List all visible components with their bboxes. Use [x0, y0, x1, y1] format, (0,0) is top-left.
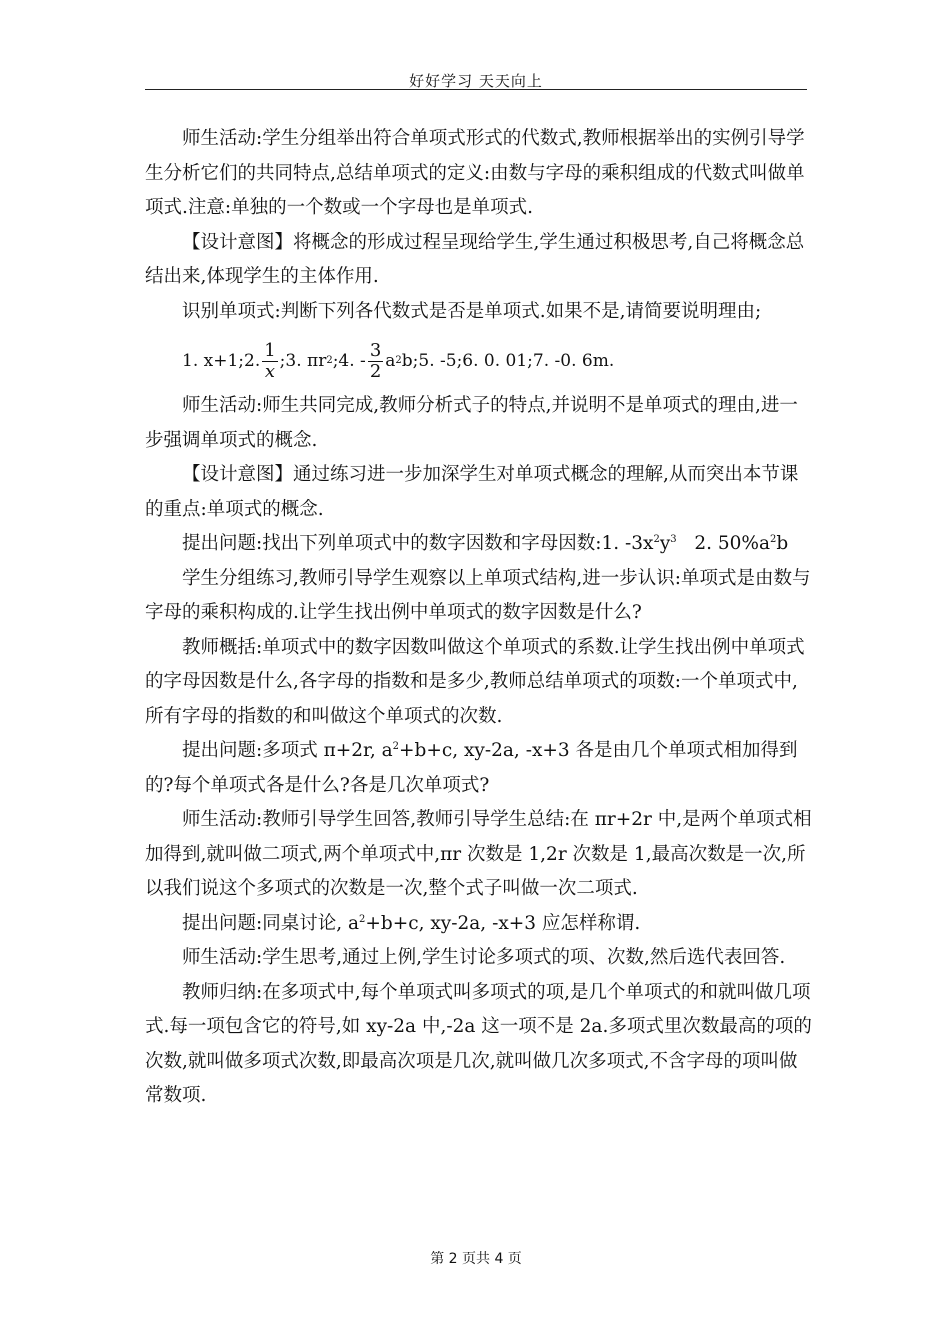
paragraph-question-factors	[145, 527, 815, 562]
text: 提出问题:找出下列单项式中的数字因数和字母因数:1. -3x	[182, 533, 654, 554]
paragraph-teacher-summary-1: 教师概括:单项式中的数字因数叫做这个单项式的系数.让学生找出例中单项式的字母因数是什么,各字母的指数和是多少,教师总结单项式的项数:一个单项式中,所有字母的指数的和叫做这个单项式的次数.	[145, 636, 805, 727]
paragraph-activity-4: 师生活动:学生思考,通过上例,学生讨论多项式的项、次数,然后选代表回答.	[182, 947, 786, 968]
paragraph-design-intent-2: 【设计意图】通过练习进一步加深学生对单项式概念的理解,从而突出本节课的重点:单项式的概念.	[145, 464, 799, 520]
expr-part-3: ;4. -	[332, 350, 366, 371]
expr-part-2: ;3. πr	[279, 350, 327, 371]
document-body	[145, 122, 815, 1114]
exponent: 2	[392, 741, 400, 752]
fraction-one-over-x	[262, 341, 277, 382]
text: +b+c, xy-2a, -x+3 应怎样称谓.	[365, 912, 641, 934]
paragraph-group-practice: 学生分组练习,教师引导学生观察以上单项式结构,进一步认识:单项式是由数与字母的乘积构成的.让学生找出例中单项式的数字因数是什么?	[145, 567, 811, 623]
fraction-three-halves	[368, 341, 383, 382]
text: +b+c, xy-2a, -x+3 各是由几个单项式相加得到的?每个单项式各是什么?各是几次单项式?	[145, 740, 798, 796]
fraction-numerator: 3	[369, 339, 382, 361]
expr-part-4: a	[385, 350, 396, 371]
fraction-numerator: 1	[264, 339, 276, 361]
header-divider	[145, 89, 807, 90]
expr-part-5: b;5. -5;6. 0. 01;7. -0. 6m.	[401, 350, 615, 371]
expr-part-1: 1. x+1;2.	[182, 350, 261, 371]
text: y	[659, 533, 671, 554]
paragraph-question-polynomials	[145, 734, 815, 803]
paragraph-activity-1: 师生活动:学生分组举出符合单项式形式的代数式,教师根据举出的实例引导学生分析它们的共同特点,总结单项式的定义:由数与字母的乘积组成的代数式叫做单项式.注意:单独的一个数或一个字母也是单项式.	[145, 128, 805, 218]
exponent: 2	[359, 913, 366, 925]
paragraph-design-intent-1: 【设计意图】将概念的形成过程呈现给学生,学生通过积极思考,自己将概念总结出来,体现学生的主体作用.	[145, 231, 805, 287]
exponent: 2	[653, 534, 660, 545]
page-number: 第 2 页共 4 页	[430, 1251, 522, 1267]
paragraph-activity-2: 师生活动:师生共同完成,教师分析式子的特点,并说明不是单项式的理由,进一步强调单项式的概念.	[145, 395, 798, 451]
fraction-denominator: x	[264, 360, 276, 382]
paragraph-teacher-summary-2: 教师归纳:在多项式中,每个单项式叫多项式的项,是几个单项式的和就叫做几项式.每一项包含它的符号,如 xy-2a 中,-2a 这一项不是 2a.多项式里次数最高的项的次数,就叫做多项式次数,即最高次项是几次,就叫做几次多项式,不含字母的项叫做常数项.	[145, 981, 812, 1106]
paragraph-question-naming	[145, 907, 815, 942]
exercise-expressions: 1. x+1;2. $\frac{1}{x}$ ;3. πr 2 ;4. - $\frac{3}{2}$ a 2 b;5. -5;6. 0. 01;7. -0. 6m.	[182, 339, 615, 382]
fraction-denominator: 2	[369, 360, 382, 382]
text: b	[776, 533, 789, 554]
paragraph-activity-3: 师生活动:教师引导学生回答,教师引导学生总结:在 πr+2r 中,是两个单项式相加得到,就叫做二项式,两个单项式中,πr 次数是 1,2r 次数是 1,最高次数是一次,所以我们说这个多项式的次数是一次,整个式子叫做一次二项式.	[145, 809, 812, 899]
exponent: 3	[670, 534, 677, 545]
text: 提出问题:同桌讨论, a	[182, 912, 360, 934]
text: 提出问题:多项式 π+2r, a	[182, 740, 393, 761]
text: 2. 50%a	[676, 533, 770, 554]
paragraph-identify-monomials: 识别单项式:判断下列各代数式是否是单项式.如果不是,请简要说明理由;	[182, 300, 762, 322]
page-header: 好好学习 天天向上	[409, 72, 543, 90]
exponent: 2	[770, 534, 777, 545]
